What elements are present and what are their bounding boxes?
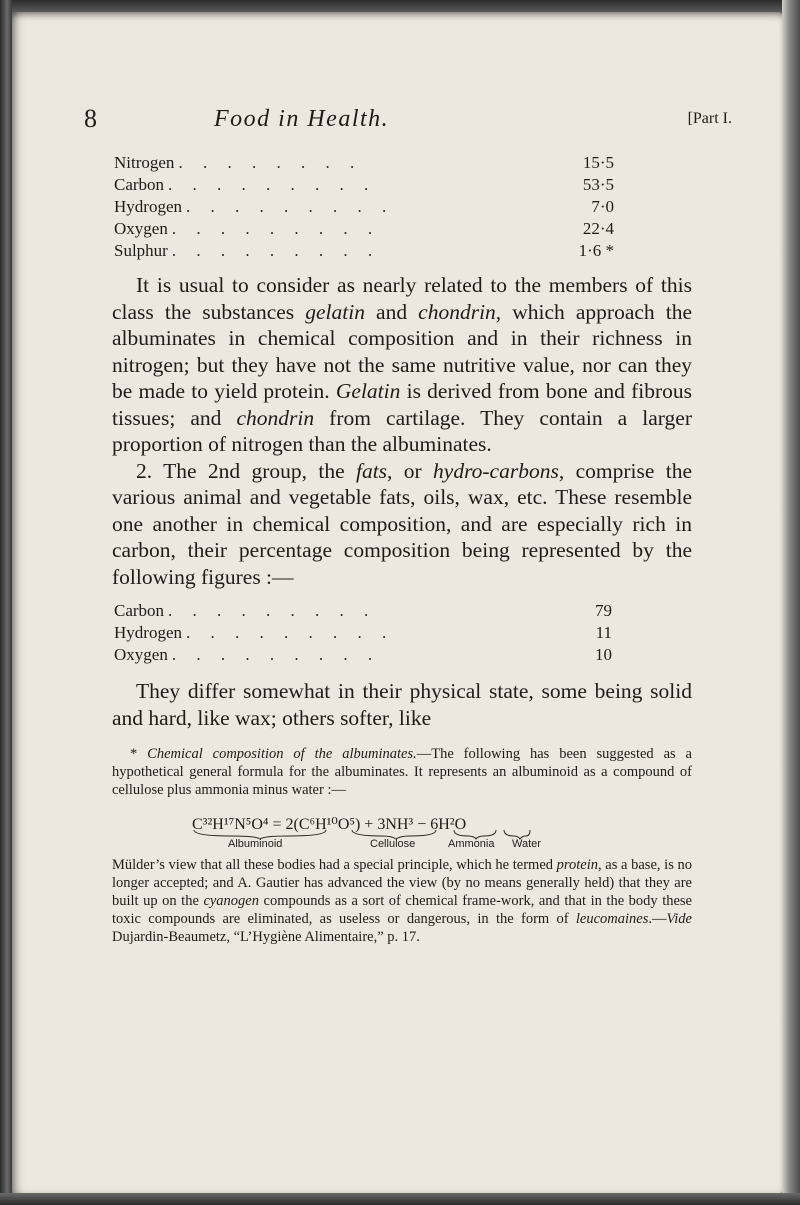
- element-name: Oxygen: [114, 645, 168, 664]
- text-run: compounds as a sort of chemical frame-work, and that in the body these toxic compounds are eliminated, as useless or dangerous, in the form of: [112, 892, 692, 927]
- leader-dots: . . . . . . . . .: [171, 219, 381, 238]
- table-row: [114, 600, 612, 622]
- running-header: [84, 104, 732, 144]
- paragraph-fats: [112, 458, 692, 591]
- text-run: is derived from bone and fibrous tissues; and: [112, 379, 692, 430]
- emphasis: Chemical composition of the albuminates.: [147, 746, 417, 762]
- paragraph-gelatin: [112, 272, 692, 458]
- table-row: [114, 152, 614, 174]
- element-value: 15·5: [582, 153, 614, 172]
- emphasis: hydro-carbons: [433, 458, 559, 483]
- emphasis: leucomaines: [575, 910, 649, 927]
- running-title: Food in Health.: [214, 106, 390, 132]
- page-body: [112, 152, 692, 960]
- book-page: [12, 12, 782, 1194]
- emphasis: chondrin: [418, 299, 496, 324]
- table-row: [114, 644, 612, 666]
- scan-bottom-edge: [0, 1193, 800, 1205]
- emphasis: gelatin: [305, 299, 365, 324]
- text-run: —The following has been suggested as a hypothetical general formula for the albuminates. It represents an albuminoid as a compound of cellulose plus ammonia minus water :—: [112, 746, 692, 798]
- emphasis: fats: [355, 458, 388, 483]
- composition-table-albuminates: [114, 152, 614, 262]
- element-name: Carbon: [114, 601, 165, 620]
- label-water: Water: [512, 837, 541, 850]
- leader-dots: . . . . . . . . .: [171, 241, 381, 260]
- footnote: [112, 745, 692, 946]
- text-run: from cartilage. They contain a larger proportion of nitrogen than the albuminates.: [112, 405, 692, 456]
- part-label: [Part I.: [687, 110, 732, 127]
- paragraph-physical-state: They differ somewhat in their physical state, some being solid and hard, like wax; others softer, like: [112, 679, 692, 730]
- label-albuminoid: Albuminoid: [228, 837, 283, 850]
- element-value: 79: [595, 601, 612, 620]
- table-row: [114, 622, 612, 644]
- composition-table-fats: [114, 600, 612, 666]
- element-value: 11: [595, 623, 612, 642]
- page-number: 8: [84, 104, 97, 133]
- scan-right-edge: [782, 0, 800, 1205]
- text-run: Mülder’s view that all these bodies had a special principle, which he termed: [112, 856, 557, 873]
- label-ammonia: Ammonia: [448, 837, 495, 850]
- footnote-continuation: [112, 856, 692, 946]
- text-run: , as a base, is no longer accepted; and A. Gautier has advanced the view (by no means generally held) that they are built up on the: [112, 856, 692, 909]
- leader-dots: . . . . . . . . .: [185, 623, 395, 642]
- element-name: Hydrogen: [114, 197, 182, 216]
- element-name: Sulphur: [114, 241, 168, 260]
- formula-text: C³²H¹⁷N⁵O⁴ = 2(C⁶H¹⁰O⁵) + 3NH³ − 6H²O: [192, 815, 467, 833]
- table-row: [114, 240, 614, 262]
- text-run: .—: [648, 910, 667, 927]
- element-name: Oxygen: [114, 219, 168, 238]
- leader-dots: . . . . . . . . .: [168, 175, 377, 194]
- text-run: 2. The 2nd group, the: [136, 458, 356, 483]
- text-run: , which approach the albuminates in chemical composition and in their richness in nitrogen; but they have not the same nutritive value, nor can they be made to yield protein.: [112, 299, 692, 403]
- emphasis: protein: [556, 856, 599, 873]
- text-run: and: [364, 299, 419, 324]
- label-cellulose: Cellulose: [370, 837, 416, 850]
- albuminoid-formula: [192, 814, 692, 852]
- footnote-text: [112, 745, 692, 799]
- table-row: [114, 196, 614, 218]
- element-value: 7·0: [591, 197, 614, 216]
- table-row: [114, 174, 614, 196]
- table-row: [114, 218, 614, 240]
- emphasis: cyanogen: [203, 892, 259, 909]
- emphasis: Gelatin: [335, 379, 401, 403]
- emphasis: chondrin: [236, 405, 315, 430]
- leader-dots: . . . . . . . .: [178, 153, 363, 172]
- element-name: Carbon: [114, 175, 165, 194]
- element-value: 22·4: [582, 219, 614, 238]
- text-run: Dujardin-Beaumetz, “L’Hygiène Alimentaire,” p. 17.: [112, 928, 420, 945]
- element-value: 1·6 *: [578, 241, 614, 260]
- emphasis: Vide: [666, 910, 692, 927]
- leader-dots: . . . . . . . . .: [171, 645, 381, 664]
- element-value: 10: [595, 645, 612, 664]
- scan-left-edge: [0, 0, 12, 1205]
- text-run: It is usual to consider as nearly related to the members of this class the substances: [112, 273, 692, 324]
- leader-dots: . . . . . . . . .: [168, 601, 377, 620]
- element-value: 53·5: [582, 175, 614, 194]
- element-name: Hydrogen: [114, 623, 182, 642]
- text-run: , comprise the various animal and vegetable fats, oils, wax, etc. These resemble one another in chemical composition, and are especially rich in carbon, their percentage composition being represented by the following figures :—: [112, 458, 692, 589]
- leader-dots: . . . . . . . . .: [185, 197, 395, 216]
- element-name: Nitrogen: [114, 153, 175, 172]
- text-run: , or: [387, 458, 434, 483]
- footnote-marker: *: [130, 746, 148, 762]
- scan-top-edge: [0, 0, 800, 12]
